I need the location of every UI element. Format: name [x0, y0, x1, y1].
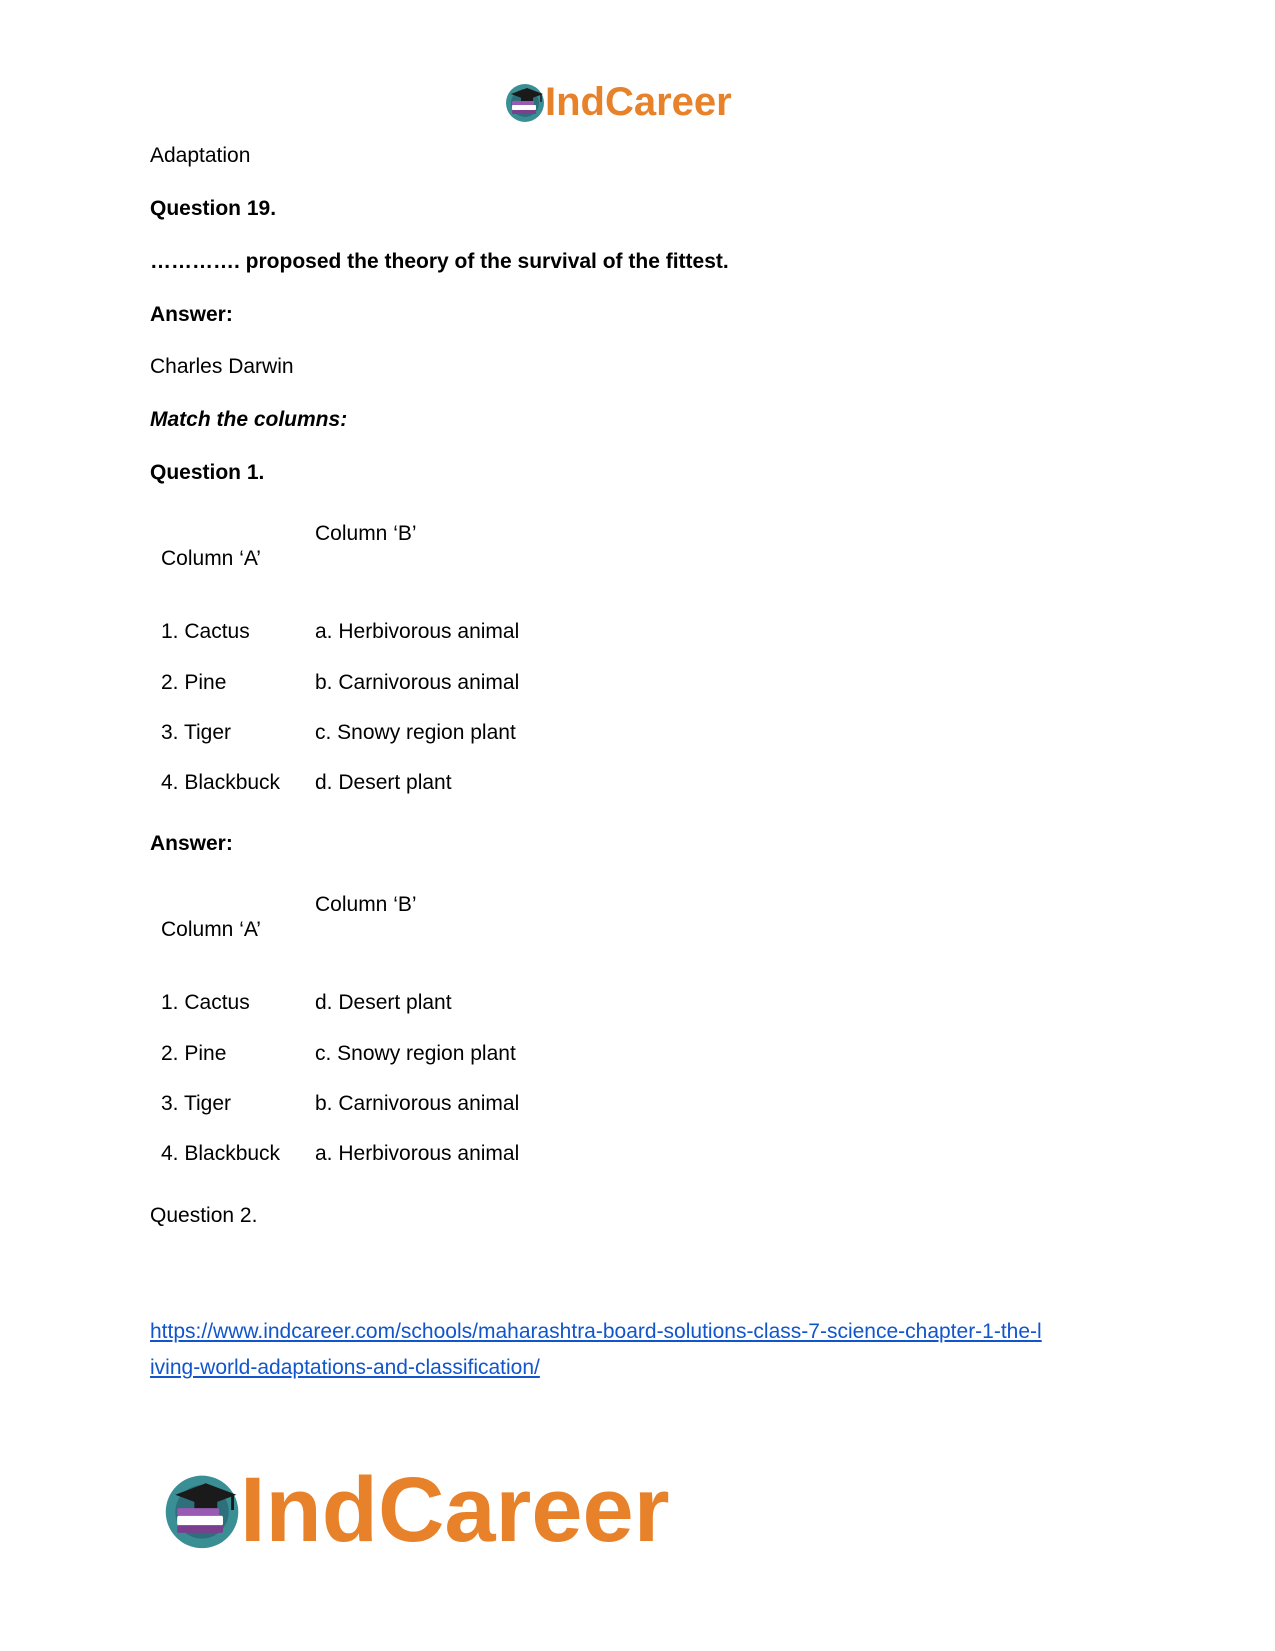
brand-wordmark: IndCareer: [545, 80, 732, 124]
table-cell-b: a. Herbivorous animal: [315, 1142, 520, 1165]
question-19-answer: Charles Darwin: [150, 355, 294, 378]
source-link-line-2[interactable]: iving-world-adaptations-and-classification/: [150, 1356, 540, 1379]
table-cell-b: b. Carnivorous animal: [315, 1092, 520, 1115]
table-cell-b: d. Desert plant: [315, 771, 452, 794]
graduation-book-icon: [160, 1468, 244, 1552]
column-a-header: Column ‘A’: [161, 547, 261, 570]
source-link[interactable]: [150, 1314, 1140, 1386]
table-cell-b: d. Desert plant: [315, 991, 452, 1014]
header-logo: [503, 78, 732, 126]
table-cell-a: 4. Blackbuck: [161, 1142, 281, 1165]
question-1-heading: Question 1.: [150, 461, 265, 484]
table-cell-a: 3. Tiger: [161, 1092, 232, 1115]
table-cell-a: 1. Cactus: [161, 620, 250, 643]
table-cell-b: a. Herbivorous animal: [315, 620, 520, 643]
topic-text: Adaptation: [150, 144, 251, 167]
column-b-header: Column ‘B’: [315, 522, 417, 545]
source-link-line-1[interactable]: https://www.indcareer.com/schools/maharashtra-board-solutions-class-7-science-chapter-1-the-l: [150, 1320, 1042, 1343]
question-19-heading: Question 19.: [150, 197, 277, 220]
match-columns-heading: Match the columns:: [150, 408, 348, 431]
column-a-header: Column ‘A’: [161, 918, 261, 941]
table-cell-a: 4. Blackbuck: [161, 771, 281, 794]
footer-logo: [160, 1459, 670, 1561]
table-cell-a: 2. Pine: [161, 671, 227, 694]
table-cell-a: 2. Pine: [161, 1042, 227, 1065]
column-b-header: Column ‘B’: [315, 893, 417, 916]
question-19-text: …………. proposed the theory of the survival of the fittest.: [150, 250, 729, 273]
table-cell-a: 3. Tiger: [161, 721, 232, 744]
question-2-heading: Question 2.: [150, 1204, 258, 1227]
question-1-answer-label: Answer:: [150, 832, 233, 855]
table-cell-b: c. Snowy region plant: [315, 721, 516, 744]
question-19-answer-label: Answer:: [150, 303, 233, 326]
graduation-book-icon: [503, 80, 547, 124]
brand-wordmark-large: IndCareer: [240, 1459, 670, 1561]
table-cell-b: c. Snowy region plant: [315, 1042, 516, 1065]
table-cell-a: 1. Cactus: [161, 991, 250, 1014]
table-cell-b: b. Carnivorous animal: [315, 671, 520, 694]
